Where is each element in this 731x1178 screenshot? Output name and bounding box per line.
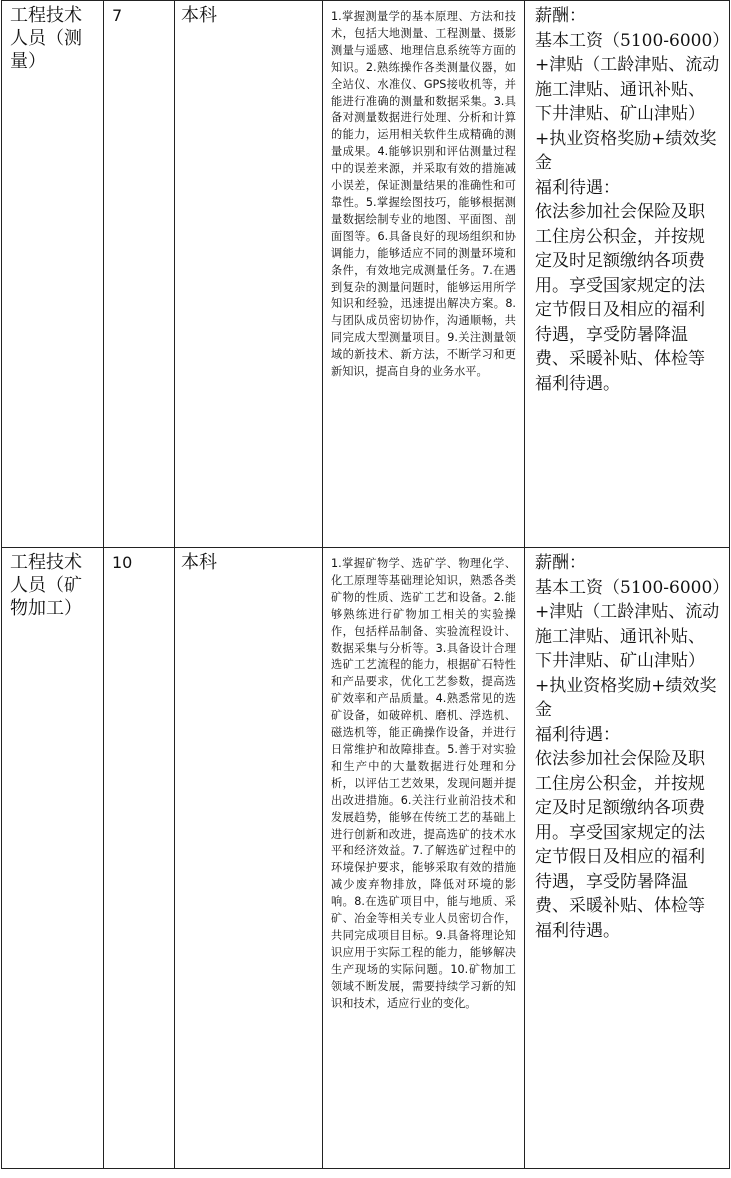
salary-detail: 基本工资（5100-6000）+津贴（工龄津贴、流动施工津贴、通讯补贴、下井津贴、矿山津贴）+执业资格奖励+绩效奖金 bbox=[535, 30, 721, 173]
table-row bbox=[2, 1, 730, 548]
count-cell bbox=[104, 1, 175, 548]
salary-label: 薪酬： bbox=[535, 6, 586, 26]
compensation-block bbox=[525, 1, 729, 396]
benefits-label: 福利待遇： bbox=[535, 177, 620, 198]
requirements-cell bbox=[323, 548, 525, 1169]
position-cell bbox=[2, 1, 104, 548]
benefits-detail: 依法参加社会保险及职工住房公积金，并按规定及时足额缴纳各项费用。享受国家规定的法定节假日及相应的福利待遇，享受防暑降温费、采暖补贴、体检等福利待遇。 bbox=[535, 202, 705, 394]
education-cell bbox=[175, 548, 323, 1169]
salary-cell bbox=[525, 1, 730, 548]
salary-cell bbox=[525, 548, 730, 1169]
salary-detail: 基本工资（5100-6000）+津贴（工龄津贴、流动施工津贴、通讯补贴、下井津贴、矿山津贴）+执业资格奖励+绩效奖金 bbox=[535, 577, 721, 720]
position-name: 工程技术人员（测量） bbox=[10, 5, 82, 72]
requirements-cell bbox=[323, 1, 525, 548]
headcount: 7 bbox=[112, 6, 123, 25]
job-requirements: 1.掌握矿物学、选矿学、物理化学、化工原理等基础理论知识，熟悉各类矿物的性质、选矿工艺和设备。2.能够熟练进行矿物加工相关的实验操作，包括样品制备、实验流程设计、数据采集与分析等。3.具备设计合理选矿工艺流程的能力，根据矿石特性和产品要求，优化工艺参数，提高选矿效率和产品质量。4.熟悉常见的选矿设备，如破碎机、磨机、浮选机、磁选机等，能正确操作设备，并进行日常维护和故障排查。5.善于对实验和生产中的大量数据进行处理和分析，以评估工艺效果，发现问题并提出改进措施。6.关注行业前沿技术和发展趋势，能够在传统工艺的基础上进行创新和改进，提高选矿的技术水平和经济效益。7.了解选矿过程中的环境保护要求，能够采取有效的措施减少废弃物排放，降低对环境的影响。8.在选矿项目中，能与地质、采矿、冶金等相关专业人员密切合作，共同完成项目目标。9.具备将理论知识应用于实际工程的能力，能够解决生产现场的实际问题。10.矿物加工领域不断发展，需要持续学习新的知识和技术，适应行业的变化。 bbox=[331, 557, 516, 1010]
position-cell bbox=[2, 548, 104, 1169]
recruitment-table bbox=[1, 0, 730, 1169]
education-cell bbox=[175, 1, 323, 548]
job-requirements: 1.掌握测量学的基本原理、方法和技术，包括大地测量、工程测量、摄影测量与遥感、地理信息系统等方面的知识。2.熟练操作各类测量仪器，如全站仪、水准仪、GPS接收机等，并能进行准确的测量和数据采集。3.具备对测量数据进行处理、分析和计算的能力，运用相关软件生成精确的测量成果。4.能够识别和评估测量过程中的误差来源，并采取有效的措施减小误差，保证测量结果的准确性和可靠性。5.掌握绘图技巧，能够根据测量数据绘制专业的地图、平面图、剖面图等。6.具备良好的现场组织和协调能力，能够适应不同的测量环境和条件，有效地完成测量任务。7.在遇到复杂的测量问题时，能够运用所学知识和经验，迅速提出解决方案。8.与团队成员密切协作，沟通顺畅，共同完成大型测量项目。9.关注测量领域的新技术、新方法，不断学习和更新知识，提高自身的业务水平。 bbox=[331, 10, 516, 379]
benefits-detail: 依法参加社会保险及职工住房公积金，并按规定及时足额缴纳各项费用。享受国家规定的法定节假日及相应的福利待遇，享受防暑降温费、采暖补贴、体检等福利待遇。 bbox=[535, 749, 705, 941]
education-level: 本科 bbox=[181, 5, 217, 26]
position-name: 工程技术人员（矿物加工） bbox=[10, 552, 82, 619]
compensation-block bbox=[525, 548, 729, 943]
count-cell bbox=[104, 548, 175, 1169]
education-level: 本科 bbox=[181, 552, 217, 573]
headcount: 10 bbox=[112, 553, 133, 572]
benefits-label: 福利待遇： bbox=[535, 724, 620, 745]
salary-label: 薪酬： bbox=[535, 553, 586, 573]
table-row bbox=[2, 548, 730, 1169]
